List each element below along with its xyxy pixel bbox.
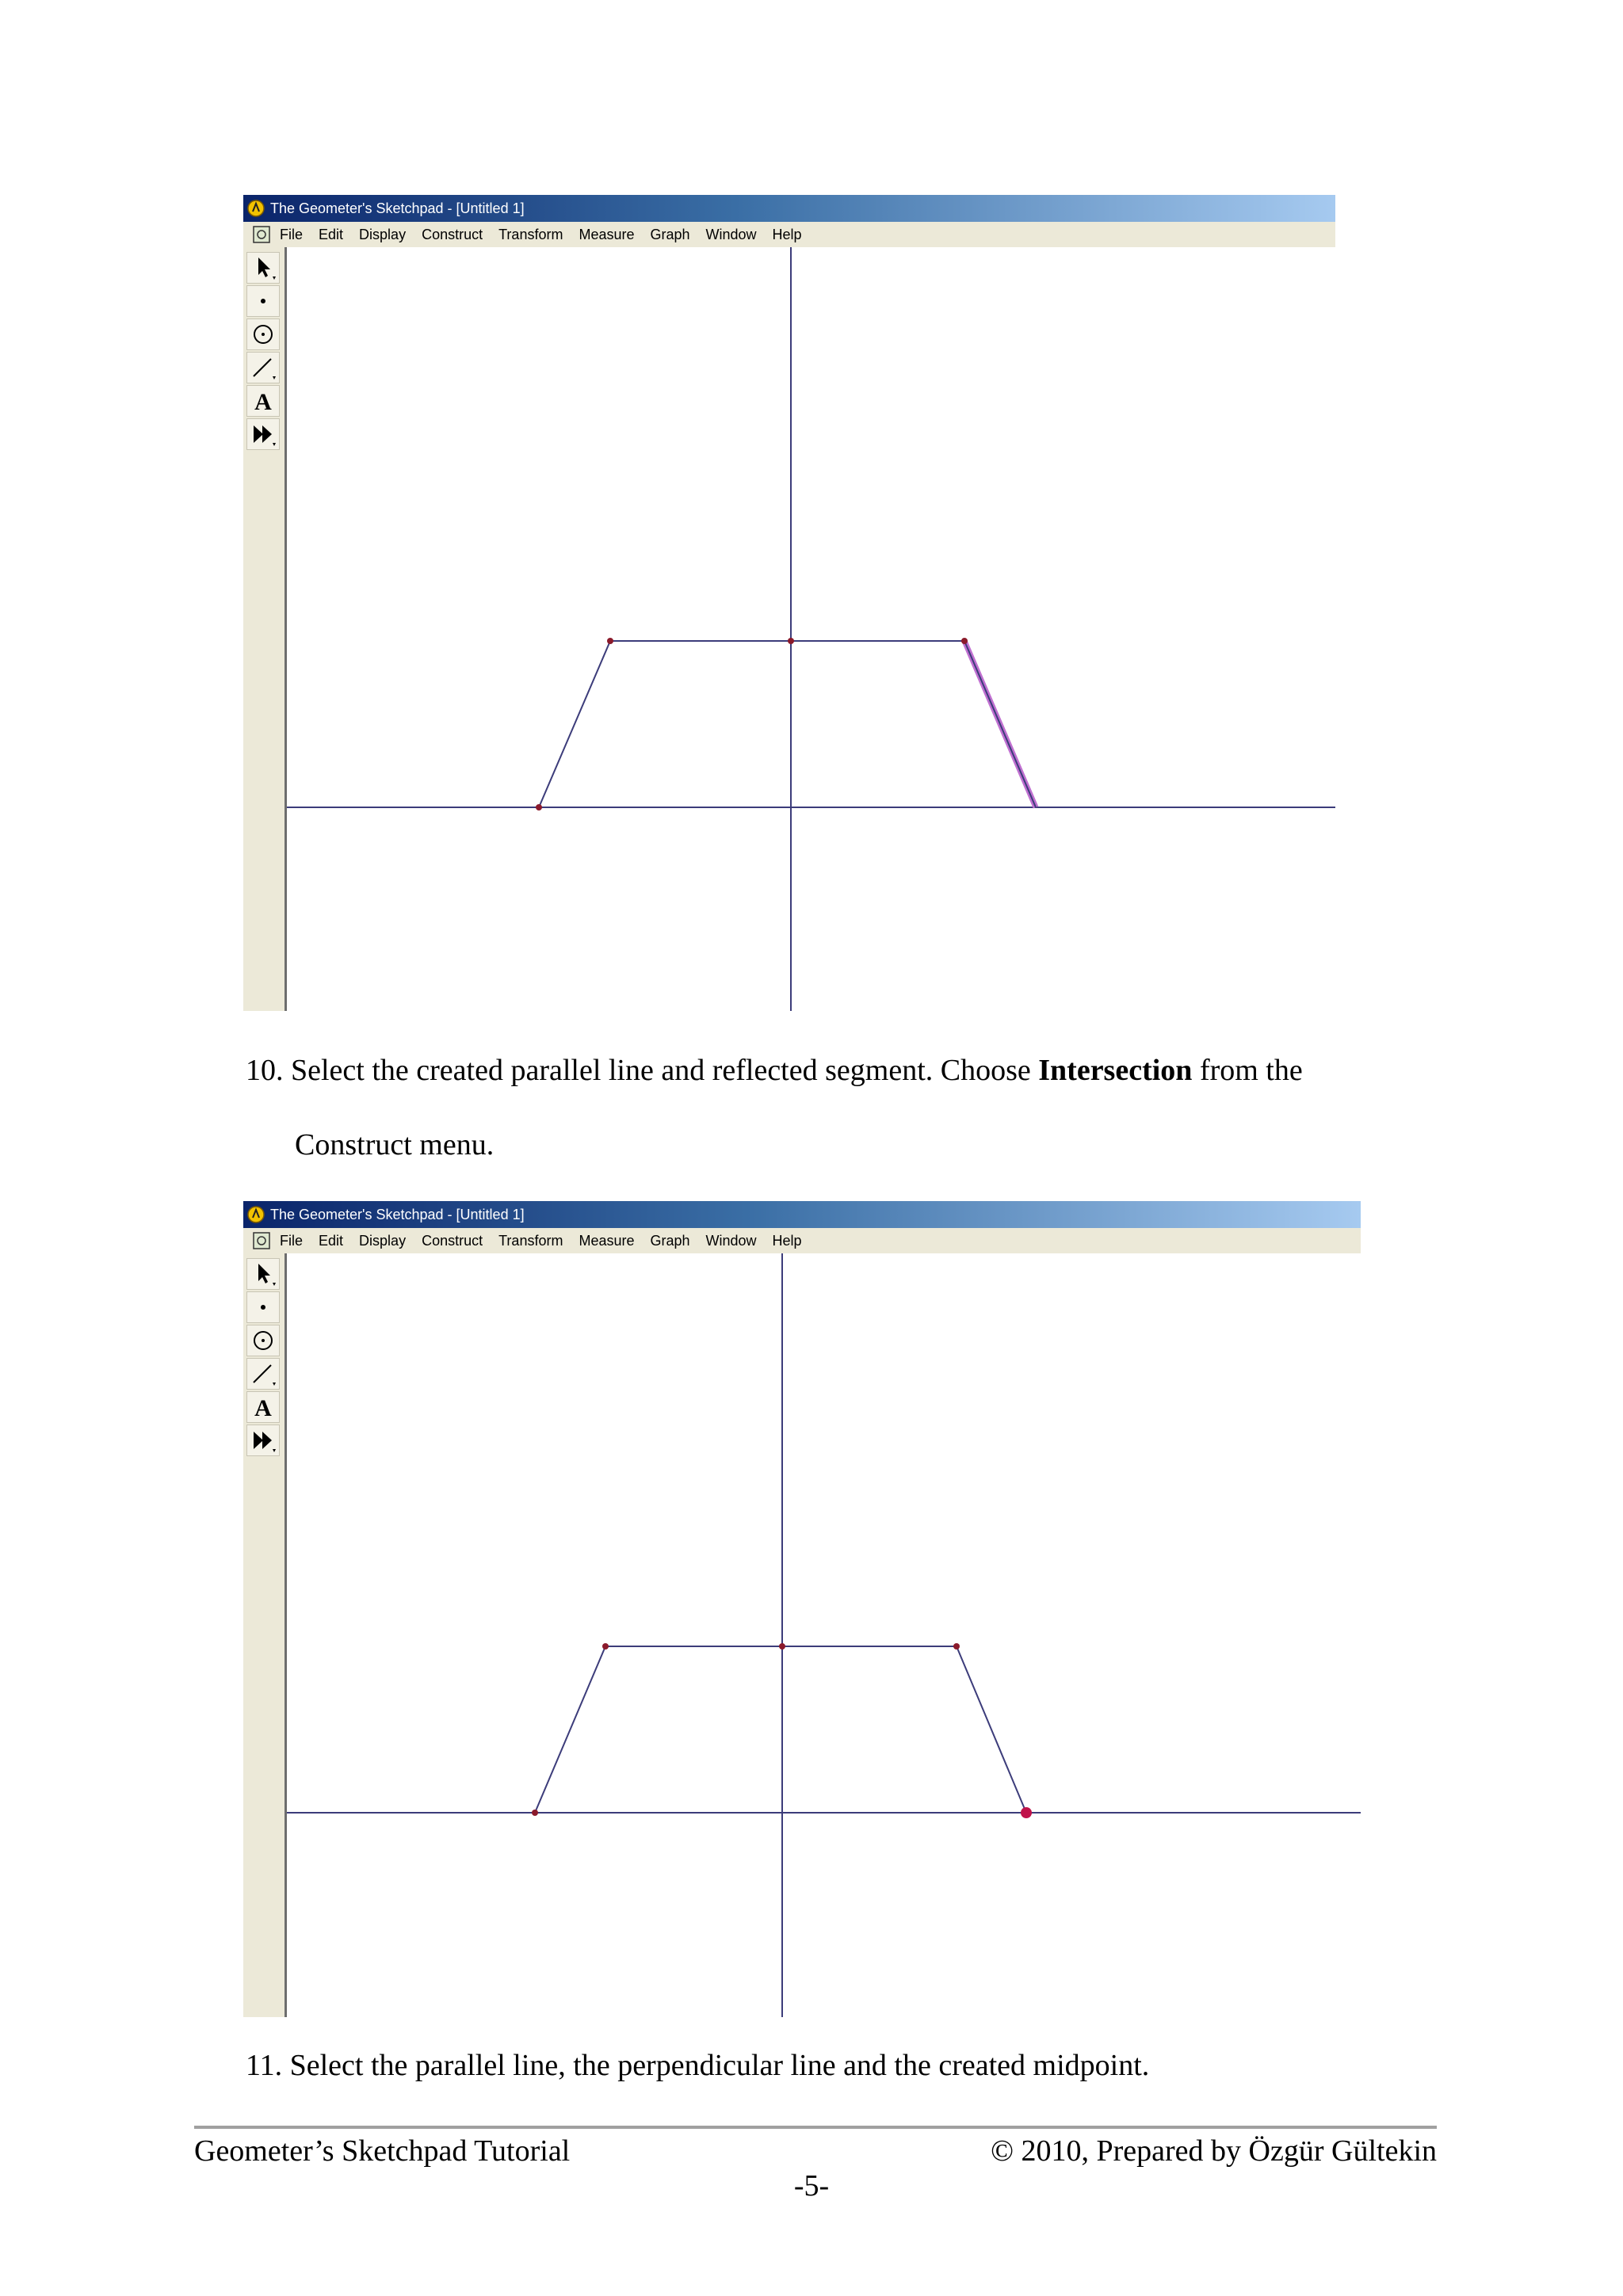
menu-edit[interactable]: Edit — [319, 226, 344, 242]
compass-tool-icon — [247, 1325, 279, 1356]
text-tool-button[interactable] — [246, 1391, 280, 1423]
straightedge-tool-button[interactable] — [246, 1358, 280, 1390]
menu-measure[interactable]: Measure — [579, 1232, 635, 1249]
custom-tool-icon — [247, 1425, 279, 1455]
menu-bar — [243, 1228, 1361, 1254]
text-tool-icon — [247, 386, 279, 416]
step-10-line-2: Construct menu. — [295, 1128, 495, 1161]
text-tool-icon — [247, 1392, 279, 1422]
custom-tool-icon — [247, 419, 279, 449]
menu-file[interactable]: File — [280, 226, 304, 242]
step-11-text: 11. Select the parallel line, the perpendicular line and the created midpoint. — [246, 2049, 1150, 2082]
point-midpoint-top[interactable] — [779, 1643, 785, 1650]
text-tool-glyph: A — [254, 389, 272, 415]
footer-right-text: © 2010, Prepared by Özgür Gültekin — [991, 2134, 1437, 2168]
menu-bar — [243, 222, 1335, 248]
sketchpad-app-icon — [246, 199, 265, 218]
sketchpad-screenshot-1 — [243, 195, 1335, 1011]
arrow-tool-button[interactable] — [246, 252, 280, 284]
point-top-right[interactable] — [953, 1643, 960, 1650]
toolbox — [243, 247, 287, 1011]
step-10-bold-term: Intersection — [1038, 1054, 1193, 1087]
footer-left-text: Geometer’s Sketchpad Tutorial — [194, 2134, 571, 2168]
point-tool-button[interactable] — [246, 1291, 280, 1323]
sketchpad-app-icon — [246, 1205, 265, 1224]
point-top-right[interactable] — [961, 638, 968, 644]
footer-rule — [194, 2126, 1437, 2129]
step-10-prefix: 10. Select the created parallel line and reflected segment. Choose — [246, 1054, 1039, 1087]
menu-graph[interactable]: Graph — [650, 226, 690, 242]
reflected-segment[interactable] — [957, 1646, 1026, 1813]
point-midpoint-top[interactable] — [788, 638, 794, 644]
page-number: -5- — [793, 2169, 830, 2203]
compass-tool-button[interactable] — [246, 1325, 280, 1356]
custom-tool-button[interactable] — [246, 418, 280, 450]
menu-help[interactable]: Help — [772, 226, 802, 242]
menu-help[interactable]: Help — [772, 1232, 802, 1249]
menu-edit[interactable]: Edit — [319, 1232, 344, 1249]
point-tool-button[interactable] — [246, 285, 280, 317]
point-bottom-left[interactable] — [532, 1810, 538, 1816]
window-titlebar — [243, 195, 1335, 222]
window-title: The Geometer's Sketchpad - [Untitled 1] — [270, 200, 525, 216]
arrow-tool-icon — [247, 1259, 279, 1289]
compass-tool-button[interactable] — [246, 318, 280, 350]
point-tool-icon — [247, 1292, 279, 1322]
sketchpad-screenshot-2 — [243, 1201, 1361, 2017]
sketch-canvas[interactable] — [287, 1253, 1361, 2017]
document-icon[interactable] — [253, 1232, 270, 1249]
menu-graph[interactable]: Graph — [650, 1232, 690, 1249]
point-bottom-left[interactable] — [536, 804, 542, 810]
reflected-segment[interactable] — [964, 641, 1036, 807]
left-side-segment[interactable] — [535, 1646, 605, 1813]
menu-display[interactable]: Display — [359, 226, 407, 242]
text-tool-glyph: A — [254, 1395, 272, 1421]
arrow-tool-button[interactable] — [246, 1258, 280, 1290]
menu-file[interactable]: File — [280, 1232, 304, 1249]
intersection-point-selected[interactable] — [1021, 1807, 1032, 1818]
window-titlebar — [243, 1201, 1361, 1228]
arrow-tool-icon — [247, 253, 279, 283]
straightedge-tool-button[interactable] — [246, 352, 280, 383]
menu-construct[interactable]: Construct — [422, 226, 483, 242]
compass-tool-icon — [247, 319, 279, 349]
straightedge-tool-icon — [247, 1359, 279, 1389]
step-10-line-1 — [246, 1052, 1303, 1089]
point-top-left[interactable] — [607, 638, 613, 644]
left-side-segment[interactable] — [539, 641, 610, 807]
geometry-drawing — [287, 247, 1335, 1011]
straightedge-tool-icon — [247, 353, 279, 383]
document-icon[interactable] — [253, 226, 270, 243]
menu-transform[interactable]: Transform — [498, 1232, 563, 1249]
point-top-left[interactable] — [602, 1643, 609, 1650]
menu-window[interactable]: Window — [705, 1232, 757, 1249]
custom-tool-button[interactable] — [246, 1425, 280, 1456]
window-title: The Geometer's Sketchpad - [Untitled 1] — [270, 1206, 525, 1222]
sketch-canvas[interactable] — [287, 247, 1335, 1011]
step-10-suffix: from the — [1192, 1054, 1303, 1087]
menu-construct[interactable]: Construct — [422, 1232, 483, 1249]
geometry-drawing — [287, 1253, 1361, 2017]
text-tool-button[interactable] — [246, 385, 280, 417]
menu-transform[interactable]: Transform — [498, 226, 563, 242]
menu-measure[interactable]: Measure — [579, 226, 635, 242]
toolbox — [243, 1253, 287, 2017]
menu-display[interactable]: Display — [359, 1232, 407, 1249]
menu-window[interactable]: Window — [705, 226, 757, 242]
point-tool-icon — [247, 286, 279, 316]
